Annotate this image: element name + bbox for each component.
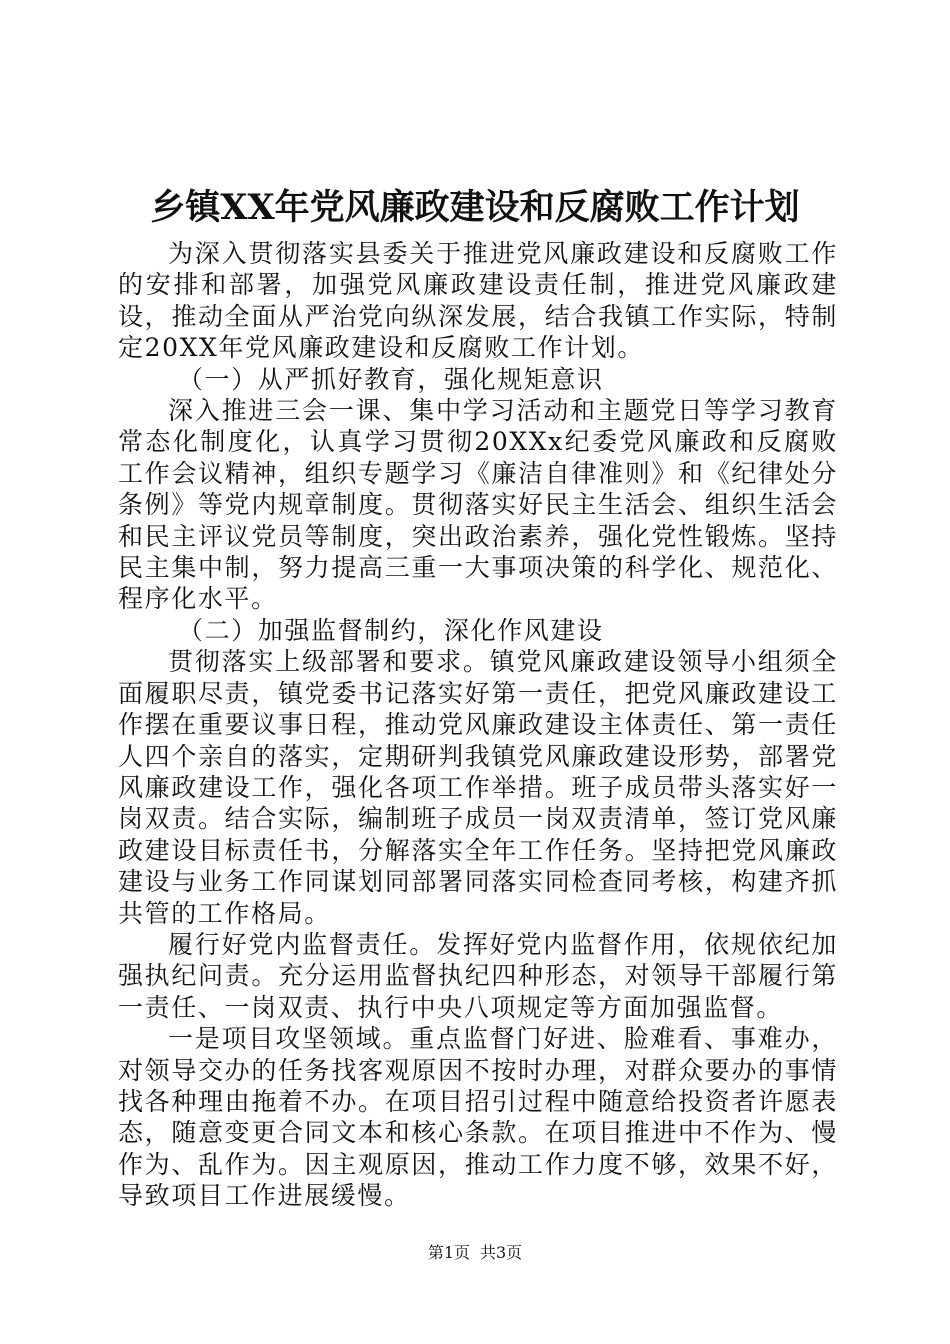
page-number: 第1页 bbox=[427, 1243, 470, 1262]
section-2-paragraph-2: 履行好党内监督责任。发挥好党内监督作用，依规依纪加强执纪问责。充分运用监督执纪四种形态，对领导干部履行第一责任、一岗双责、执行中央八项规定等方面加强监督。 bbox=[118, 929, 838, 1022]
section-2-paragraph-1: 贯彻落实上级部署和要求。镇党风廉政建设领导小组须全面履职尽责，镇党委书记落实好第一责任，把党风廉政建设工作摆在重要议事日程，推动党风廉政建设主体责任、第一责任人四个亲自的落实，定期研判我镇党风廉政建设形势，部署党风廉政建设工作，强化各项工作举措。班子成员带头落实好一岗双责。结合实际，编制班子成员一岗双责清单，签订党风廉政建设目标责任书，分解落实全年工作任务。坚持把党风廉政建设与业务工作同谋划同部署同落实同检查同考核，构建齐抓共管的工作格局。 bbox=[118, 647, 838, 928]
document-title: 乡镇XX年党风廉政建设和反腐败工作计划 bbox=[150, 187, 800, 228]
page-total: 共3页 bbox=[480, 1243, 523, 1262]
intro-paragraph: 为深入贯彻落实县委关于推进党风廉政建设和反腐败工作的安排和部署，加强党风廉政建设责任制，推进党风廉政建设，推动全面从严治党向纵深发展，结合我镇工作实际，特制定20XX年党风廉政建设和反腐败工作计划。 bbox=[118, 239, 838, 363]
section-1-paragraph: 深入推进三会一课、集中学习活动和主题党日等学习教育常态化制度化，认真学习贯彻20XXx纪委党风廉政和反腐败工作会议精神，组织专题学习《廉洁自律准则》和《纪律处分条例》等党内规章制度。贯彻落实好民主生活会、组织生活会和民主评议党员等制度，突出政治素养，强化党性锻炼。坚持民主集中制，努力提高三重一大事项决策的科学化、规范化、程序化水平。 bbox=[118, 396, 838, 614]
page-footer bbox=[0, 1242, 950, 1264]
document-body bbox=[118, 238, 838, 1212]
section-heading-2: （二）加强监督制约，深化作风建设 bbox=[178, 615, 604, 645]
section-2-paragraph-3: 一是项目攻坚领域。重点监督门好进、脸难看、事难办，对领导交办的任务找客观原因不按时办理，对群众要办的事情找各种理由拖着不办。在项目招引过程中随意给投资者许愿表态，随意变更合同文本和核心条款。在项目推进中不作为、慢作为、乱作为。因主观原因，推动工作力度不够，效果不好，导致项目工作进展缓慢。 bbox=[118, 1024, 838, 1211]
section-heading-1: （一）从严抓好教育，强化规矩意识 bbox=[178, 364, 604, 394]
